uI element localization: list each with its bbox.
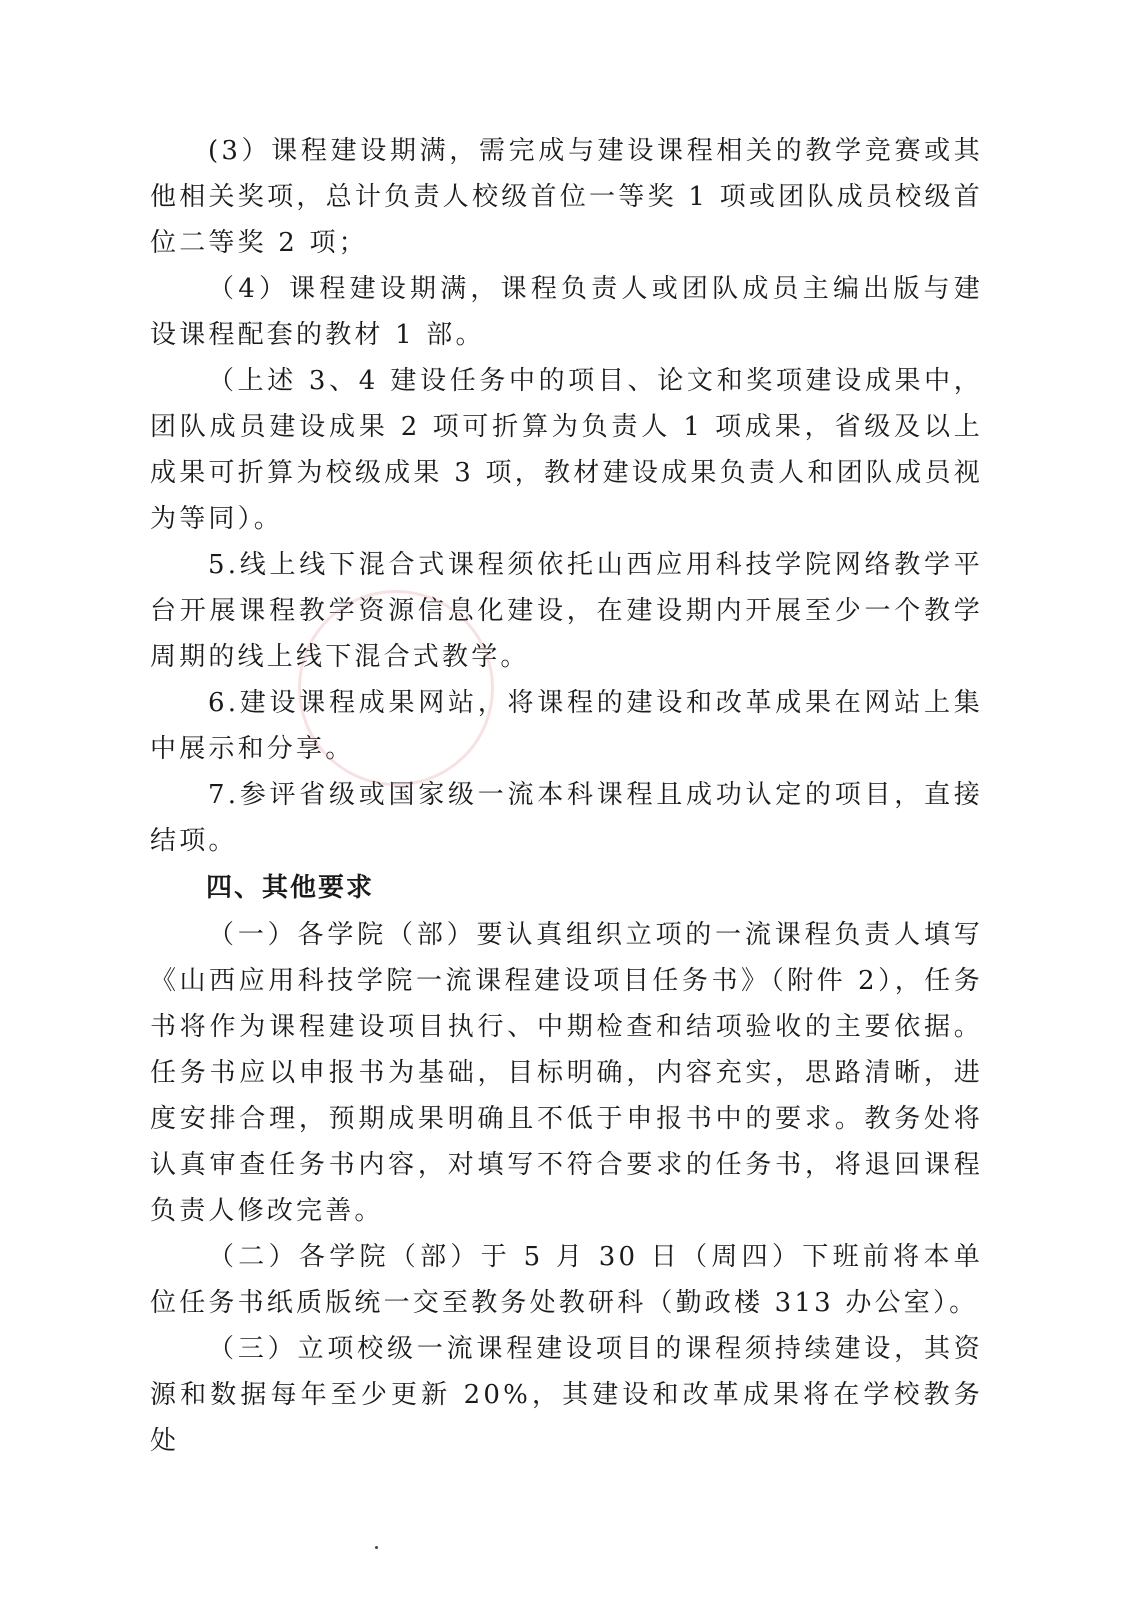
paragraph-task-4: （4）课程建设期满，课程负责人或团队成员主编出版与建设课程配套的教材 1 部。: [150, 274, 983, 350]
paragraph-item-5: 5.线上线下混合式课程须依托山西应用科技学院网络教学平台开展课程教学资源信息化建设，在建设期内开展至少一个教学周期的线上线下混合式教学。: [150, 550, 983, 672]
paragraph-item-6: 6.建设课程成果网站，将课程的建设和改革成果在网站上集中展示和分享。: [150, 688, 983, 764]
paragraph-task-3: (3）课程建设期满，需完成与建设课程相关的教学竞赛或其他相关奖项，总计负责人校级首位一等奖 1 项或团队成员校级首位二等奖 2 项；: [150, 136, 983, 258]
section-heading-other-requirements: 四、其他要求: [206, 873, 375, 903]
paragraph-item-7: 7.参评省级或国家级一流本科课程且成功认定的项目，直接结项。: [150, 780, 983, 856]
paragraph-requirement-3: （三）立项校级一流课程建设项目的课程须持续建设，其资源和数据每年至少更新 20%，其建设和改革成果将在学校教务处: [150, 1334, 983, 1456]
paragraph-conversion-note: （上述 3、4 建设任务中的项目、论文和奖项建设成果中，团队成员建设成果 2 项可折算为负责人 1 项成果，省级及以上成果可折算为校级成果 3 项，教材建设成果负责人和团队成员视为等同）。: [150, 366, 983, 534]
paragraph-requirement-2: （二）各学院（部）于 5 月 30 日（周四）下班前将本单位任务书纸质版统一交至教务处教研科（勤政楼 313 办公室）。: [150, 1242, 983, 1318]
page-mark: [375, 1546, 378, 1549]
paragraph-requirement-1: （一）各学院（部）要认真组织立项的一流课程负责人填写《山西应用科技学院一流课程建设项目任务书》（附件 2），任务书将作为课程建设项目执行、中期检查和结项验收的主要依据。任务书应以申报书为基础，目标明确，内容充实，思路清晰，进度安排合理，预期成果明确且不低于申报书中的要求。教务处将认真审查任务书内容，对填写不符合要求的任务书，将退回课程负责人修改完善。: [150, 920, 983, 1226]
